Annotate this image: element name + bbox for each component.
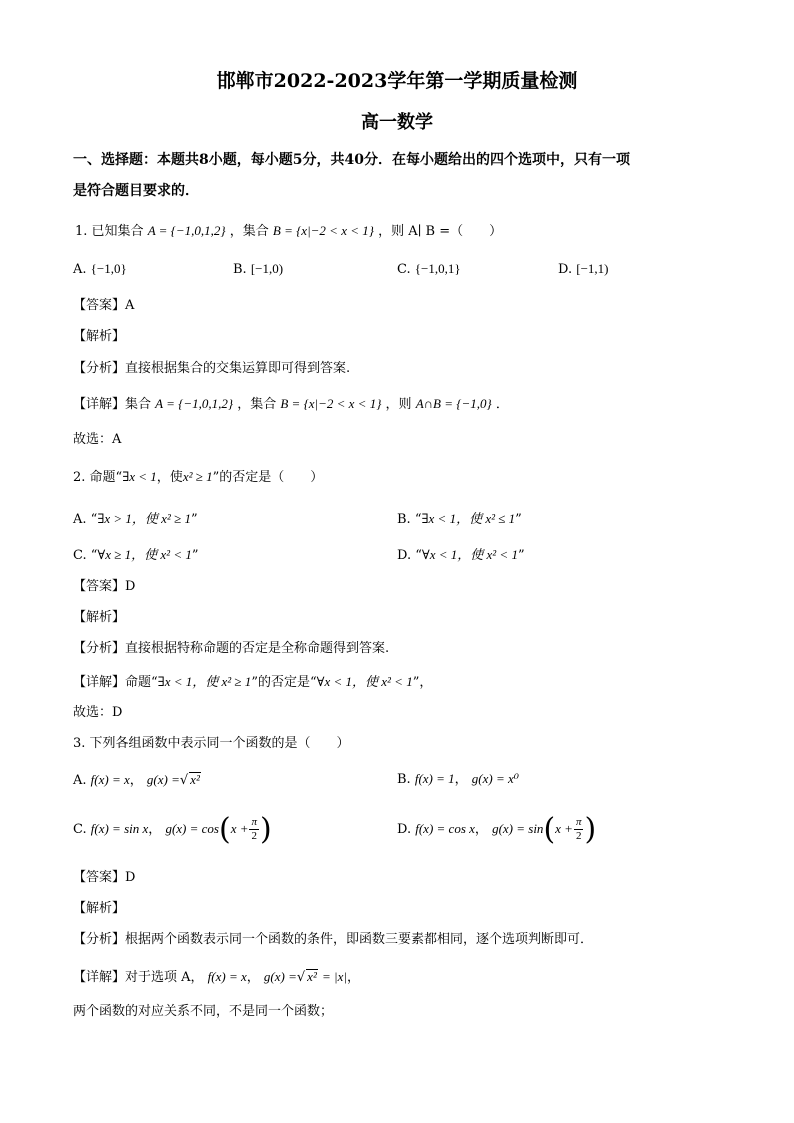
right-paren: ) (584, 812, 597, 847)
option-f: f(x) = cos x (415, 821, 475, 836)
option-label: A. (73, 262, 87, 277)
option-f: f(x) = sin x (90, 821, 149, 836)
option-f: f(x) = x (90, 772, 130, 787)
option-value: {−1,0} (90, 261, 127, 276)
option-label: B. “ (397, 512, 422, 527)
q1-set-a: A = {−1,0,1,2} (147, 223, 226, 238)
radicand: x² (307, 969, 317, 984)
q2-choice: 故选：D (73, 705, 123, 720)
left-paren: ( (218, 812, 231, 847)
separator: ， (129, 773, 143, 788)
numerator: π (575, 816, 582, 829)
option-label: D. (558, 262, 573, 277)
q2-option-d (397, 548, 525, 562)
right-paren: ) (260, 812, 272, 847)
detail-negation: ∀x < 1，使 x² < 1 (316, 674, 413, 689)
close-quote: ” (191, 548, 199, 563)
q2-mid: ，使 (156, 470, 183, 485)
detail-text: ，集合 (237, 397, 277, 412)
fraction (574, 816, 584, 842)
option-value: ∃x > 1，使 x² ≥ 1 (97, 511, 191, 526)
close-quote: ” (515, 512, 522, 527)
separator: ， (454, 772, 468, 787)
option-g: g(x) = sin (492, 821, 544, 836)
detail-text: ，则 (385, 397, 412, 412)
denominator: 2 (251, 830, 257, 842)
option-value: ∃x < 1，使 x² ≤ 1 (421, 511, 516, 526)
q1-option-d (558, 262, 608, 276)
detail-abs: = |x| (321, 969, 347, 984)
q1-prefix: 1. 已知集合 (75, 224, 144, 239)
option-value: {−1,0,1} (414, 261, 461, 276)
q2-option-c (73, 548, 199, 562)
separator: ， (148, 822, 162, 837)
detail-g: g(x) = (263, 969, 297, 984)
detail-text: ， (346, 970, 360, 985)
option-g: g(x) = x⁰ (471, 771, 519, 786)
q3-option-b (397, 772, 519, 786)
sqrt-sign: √ (179, 773, 189, 788)
q1-mid: ，集合 (229, 224, 269, 239)
option-label: D. (397, 822, 412, 837)
q1-option-b (233, 262, 283, 276)
option-label: A. “ (73, 512, 98, 527)
q2-answer: 【答案】D (73, 579, 136, 594)
close-quote: ” (517, 548, 525, 563)
detail-proposition: ∃x < 1，使 x² ≥ 1 (157, 674, 252, 689)
q1-answer: 【答案】A (73, 298, 135, 313)
q1-option-a (73, 262, 127, 276)
denominator: 2 (575, 830, 582, 842)
question-3-stem: 3. 下列各组函数中表示同一个函数的是（ ） (73, 736, 350, 751)
q2-analysis-label: 【解析】 (73, 610, 126, 625)
detail-f: f(x) = x (207, 969, 247, 984)
close-quote: ” (190, 512, 198, 527)
q1-ask: ，则 A∣ B =（ ） (378, 224, 503, 239)
detail-text: ”的否定是“ (251, 675, 317, 690)
q1-analysis: 【分析】直接根据集合的交集运算即可得到答案. (73, 361, 351, 376)
section-heading-line1: 一、选择题：本题共8小题，每小题5分，共40分．在每小题给出的四个选项中，只有一项 (73, 152, 630, 168)
q2-math: ∃x < 1 (122, 469, 157, 484)
numerator: π (251, 816, 257, 829)
q2-math2: x² ≥ 1 (182, 469, 213, 484)
option-value: [−1,0) (250, 261, 284, 276)
argument: x + (555, 821, 573, 836)
page-subtitle: 高一数学 (361, 112, 433, 133)
option-label: D. “ (397, 548, 422, 563)
q3-option-c (73, 812, 272, 847)
q2-option-a (73, 512, 198, 526)
question-1-stem (75, 224, 502, 238)
q2-analysis: 【分析】直接根据特称命题的否定是全称命题得到答案. (73, 641, 390, 656)
sqrt-sign: √ (296, 970, 306, 985)
detail-text: ． (495, 397, 509, 412)
q3-detail (73, 969, 360, 984)
q2-detail (73, 675, 432, 689)
q2-suffix: ”的否定是（ ） (212, 470, 324, 485)
separator: ， (246, 970, 260, 985)
detail-text: ”， (412, 675, 433, 690)
radicand: x² (190, 772, 200, 787)
option-value: ∀x ≥ 1，使 x² < 1 (97, 547, 192, 562)
option-label: C. “ (73, 548, 98, 563)
detail-set-a: A = {−1,0,1,2} (155, 396, 234, 411)
option-g: g(x) = cos (165, 821, 219, 836)
q3-option-a (73, 772, 201, 787)
q3-last-line: 两个函数的对应关系不同，不是同一个函数； (73, 1004, 334, 1019)
q1-analysis-label: 【解析】 (73, 329, 126, 344)
q1-choice: 故选：A (73, 432, 122, 447)
q2-option-b (397, 512, 522, 526)
q3-analysis: 【分析】根据两个函数表示同一个函数的条件，即函数三要素都相同，逐个选项判断即可． (73, 932, 594, 947)
detail-label: 【详解】命题“ (73, 675, 158, 690)
separator: ， (474, 822, 488, 837)
detail-set-b: B = {x|−2 < x < 1} (280, 396, 382, 411)
question-2-stem (73, 470, 323, 484)
detail-label: 【详解】对于选项 A， (73, 970, 204, 985)
option-f: f(x) = 1 (414, 771, 455, 786)
option-label: C. (397, 262, 411, 277)
q1-set-b: B = {x|−2 < x < 1} (272, 223, 374, 238)
section-heading-line2: 是符合题目要求的． (73, 183, 199, 199)
option-label: C. (73, 822, 87, 837)
detail-label: 【详解】集合 (73, 397, 152, 412)
q1-option-c (397, 262, 461, 276)
option-g: g(x) = (146, 772, 180, 787)
q3-analysis-label: 【解析】 (73, 901, 126, 916)
option-label: B. (233, 262, 247, 277)
page-title: 邯郸市2022-2023学年第一学期质量检测 (216, 70, 578, 92)
option-label: B. (397, 772, 411, 787)
option-value: [−1,1) (576, 261, 609, 276)
option-label: A. (73, 773, 87, 788)
q2-prefix: 2. 命题“ (73, 470, 123, 485)
left-paren: ( (543, 812, 556, 847)
detail-result: A∩B = {−1,0} (415, 396, 492, 411)
q3-option-d (397, 812, 597, 847)
q1-detail (73, 397, 509, 411)
argument: x + (230, 821, 249, 836)
option-value: ∀x < 1，使 x² < 1 (421, 547, 518, 562)
fraction (249, 816, 259, 842)
q3-answer: 【答案】D (73, 870, 136, 885)
